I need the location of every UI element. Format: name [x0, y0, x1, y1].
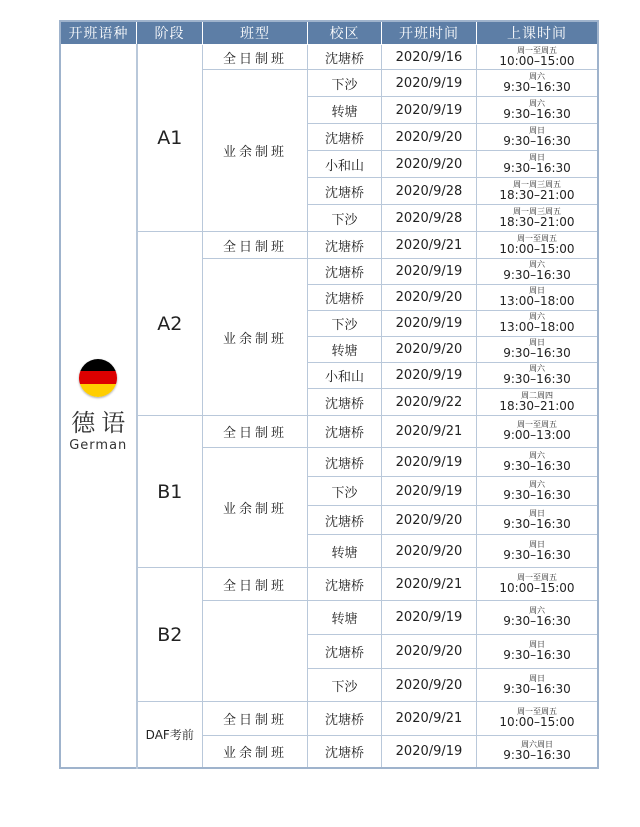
class-days: 周日 [529, 338, 545, 347]
class-time-cell [477, 635, 599, 669]
class-time-cell [477, 178, 599, 205]
campus-cell: 沈塘桥 [308, 285, 382, 311]
class-time-cell [477, 389, 599, 416]
start-date-cell: 2020/9/19 [382, 70, 477, 97]
campus-cell: 沈塘桥 [308, 635, 382, 669]
class-type-cell [203, 601, 308, 702]
stage-cell: A2 [137, 232, 203, 416]
start-date-cell: 2020/9/19 [382, 601, 477, 635]
class-hours: 9:30–16:30 [503, 346, 571, 361]
class-time-cell [477, 363, 599, 389]
class-days: 周六 [529, 364, 545, 373]
class-days: 周六 [529, 71, 545, 81]
class-hours: 9:30–16:30 [503, 458, 571, 473]
campus-cell: 沈塘桥 [308, 702, 382, 736]
header-stage: 阶段 [137, 21, 203, 45]
course-schedule-table [59, 20, 599, 769]
class-hours: 9:30–16:30 [503, 372, 571, 387]
class-days: 周日 [529, 673, 545, 683]
class-time-cell [477, 151, 599, 178]
start-date-cell: 2020/9/19 [382, 363, 477, 389]
class-time-cell [477, 259, 599, 285]
campus-cell: 小和山 [308, 363, 382, 389]
class-type-cell: 全日制班 [203, 416, 308, 448]
campus-cell: 沈塘桥 [308, 736, 382, 768]
table-row [60, 416, 598, 448]
start-date-cell: 2020/9/20 [382, 669, 477, 702]
class-hours: 9:30–16:30 [503, 547, 571, 562]
start-date-cell: 2020/9/21 [382, 416, 477, 448]
table-row [60, 45, 598, 70]
class-days: 周日 [529, 539, 545, 549]
class-hours: 10:00–15:00 [499, 715, 575, 730]
class-hours: 9:30–16:30 [503, 160, 571, 175]
start-date-cell: 2020/9/19 [382, 311, 477, 337]
class-hours: 18:30–21:00 [499, 214, 575, 229]
header-row [60, 21, 598, 45]
class-hours: 9:30–16:30 [503, 748, 571, 763]
class-days: 周日 [529, 508, 545, 518]
class-time-cell [477, 97, 599, 124]
start-date-cell: 2020/9/20 [382, 635, 477, 669]
language-name-cn: 德语 [71, 408, 132, 437]
campus-cell: 沈塘桥 [308, 416, 382, 448]
start-date-cell: 2020/9/19 [382, 259, 477, 285]
class-type-cell: 全日制班 [203, 702, 308, 736]
start-date-cell: 2020/9/20 [382, 506, 477, 535]
class-type-cell: 全日制班 [203, 232, 308, 259]
stage-cell: A1 [137, 45, 203, 232]
campus-cell: 沈塘桥 [308, 568, 382, 601]
language-cell [60, 45, 137, 768]
class-hours: 13:00–18:00 [499, 320, 575, 335]
class-hours: 9:30–16:30 [503, 133, 571, 148]
stage-cell: DAF考前 [137, 702, 203, 768]
class-time-cell [477, 601, 599, 635]
class-type-cell: 业余制班 [203, 259, 308, 416]
start-date-cell: 2020/9/20 [382, 337, 477, 363]
class-hours: 13:00–18:00 [499, 294, 575, 309]
start-date-cell: 2020/9/20 [382, 535, 477, 568]
class-time-cell [477, 477, 599, 506]
campus-cell: 小和山 [308, 151, 382, 178]
header-class-type: 班型 [203, 21, 308, 45]
class-type-cell: 业余制班 [203, 448, 308, 568]
germany-flag-icon [79, 359, 117, 397]
start-date-cell: 2020/9/20 [382, 285, 477, 311]
start-date-cell: 2020/9/28 [382, 178, 477, 205]
class-hours: 9:00–13:00 [503, 428, 571, 443]
class-days: 周一至周五 [517, 233, 557, 243]
class-hours: 18:30–21:00 [499, 398, 575, 413]
class-time-cell [477, 506, 599, 535]
campus-cell: 沈塘桥 [308, 389, 382, 416]
class-days: 周六 [529, 312, 545, 321]
class-time-cell [477, 736, 599, 768]
class-days: 周二周四 [521, 390, 553, 400]
class-time-cell [477, 416, 599, 448]
start-date-cell: 2020/9/16 [382, 45, 477, 70]
start-date-cell: 2020/9/19 [382, 477, 477, 506]
header-campus: 校区 [308, 21, 382, 45]
class-hours: 9:30–16:30 [503, 516, 571, 531]
start-date-cell: 2020/9/19 [382, 97, 477, 124]
class-time-cell [477, 45, 599, 70]
header-class-time: 上课时间 [477, 21, 599, 45]
class-type-cell: 业余制班 [203, 736, 308, 768]
campus-cell: 下沙 [308, 669, 382, 702]
campus-cell: 下沙 [308, 477, 382, 506]
campus-cell: 沈塘桥 [308, 232, 382, 259]
class-time-cell [477, 232, 599, 259]
class-time-cell [477, 205, 599, 232]
class-hours: 10:00–15:00 [499, 241, 575, 256]
class-days: 周六 [529, 450, 545, 460]
campus-cell: 转塘 [308, 535, 382, 568]
table-row [60, 568, 598, 601]
class-days: 周六 [529, 606, 545, 615]
class-days: 周一周三周五 [513, 179, 561, 189]
class-days: 周日 [529, 125, 545, 135]
class-days: 周日 [529, 286, 545, 295]
class-hours: 18:30–21:00 [499, 187, 575, 202]
campus-cell: 沈塘桥 [308, 506, 382, 535]
campus-cell: 转塘 [308, 601, 382, 635]
class-hours: 9:30–16:30 [503, 79, 571, 94]
header-start-date: 开班时间 [382, 21, 477, 45]
start-date-cell: 2020/9/21 [382, 232, 477, 259]
class-days: 周一至周五 [517, 707, 557, 716]
class-days: 周一至周五 [517, 420, 557, 429]
campus-cell: 下沙 [308, 205, 382, 232]
start-date-cell: 2020/9/22 [382, 389, 477, 416]
campus-cell: 沈塘桥 [308, 448, 382, 477]
class-days: 周日 [529, 640, 545, 649]
class-hours: 9:30–16:30 [503, 106, 571, 121]
class-time-cell [477, 669, 599, 702]
header-language: 开班语种 [60, 21, 137, 45]
start-date-cell: 2020/9/19 [382, 736, 477, 768]
stage-cell: B1 [137, 416, 203, 568]
start-date-cell: 2020/9/21 [382, 568, 477, 601]
class-days: 周六周日 [521, 739, 553, 749]
class-time-cell [477, 311, 599, 337]
class-hours: 10:00–15:00 [499, 580, 575, 595]
start-date-cell: 2020/9/28 [382, 205, 477, 232]
class-time-cell [477, 124, 599, 151]
class-hours: 10:00–15:00 [499, 53, 575, 68]
campus-cell: 沈塘桥 [308, 178, 382, 205]
class-time-cell [477, 70, 599, 97]
start-date-cell: 2020/9/20 [382, 151, 477, 178]
campus-cell: 沈塘桥 [308, 124, 382, 151]
class-days: 周六 [529, 479, 545, 489]
campus-cell: 沈塘桥 [308, 45, 382, 70]
language-name-en: German [69, 437, 128, 453]
campus-cell: 转塘 [308, 337, 382, 363]
start-date-cell: 2020/9/21 [382, 702, 477, 736]
class-days: 周六 [529, 260, 545, 269]
class-hours: 9:30–16:30 [503, 681, 571, 696]
class-days: 周六 [529, 98, 545, 108]
class-days: 周一至周五 [517, 45, 557, 55]
start-date-cell: 2020/9/20 [382, 124, 477, 151]
campus-cell: 转塘 [308, 97, 382, 124]
class-type-cell: 业余制班 [203, 70, 308, 232]
class-hours: 9:30–16:30 [503, 268, 571, 283]
class-time-cell [477, 448, 599, 477]
campus-cell: 沈塘桥 [308, 259, 382, 285]
class-hours: 9:30–16:30 [503, 648, 571, 663]
stage-cell: B2 [137, 568, 203, 702]
campus-cell: 下沙 [308, 311, 382, 337]
class-days: 周一周三周五 [513, 206, 561, 216]
class-hours: 9:30–16:30 [503, 487, 571, 502]
table-row [60, 232, 598, 259]
campus-cell: 下沙 [308, 70, 382, 97]
class-type-cell: 全日制班 [203, 568, 308, 601]
class-time-cell [477, 702, 599, 736]
class-hours: 9:30–16:30 [503, 614, 571, 629]
class-time-cell [477, 568, 599, 601]
class-time-cell [477, 535, 599, 568]
class-type-cell: 全日制班 [203, 45, 308, 70]
start-date-cell: 2020/9/19 [382, 448, 477, 477]
class-days: 周一至周五 [517, 572, 557, 582]
class-time-cell [477, 337, 599, 363]
class-time-cell [477, 285, 599, 311]
table-row [60, 702, 598, 736]
class-days: 周日 [529, 152, 545, 162]
